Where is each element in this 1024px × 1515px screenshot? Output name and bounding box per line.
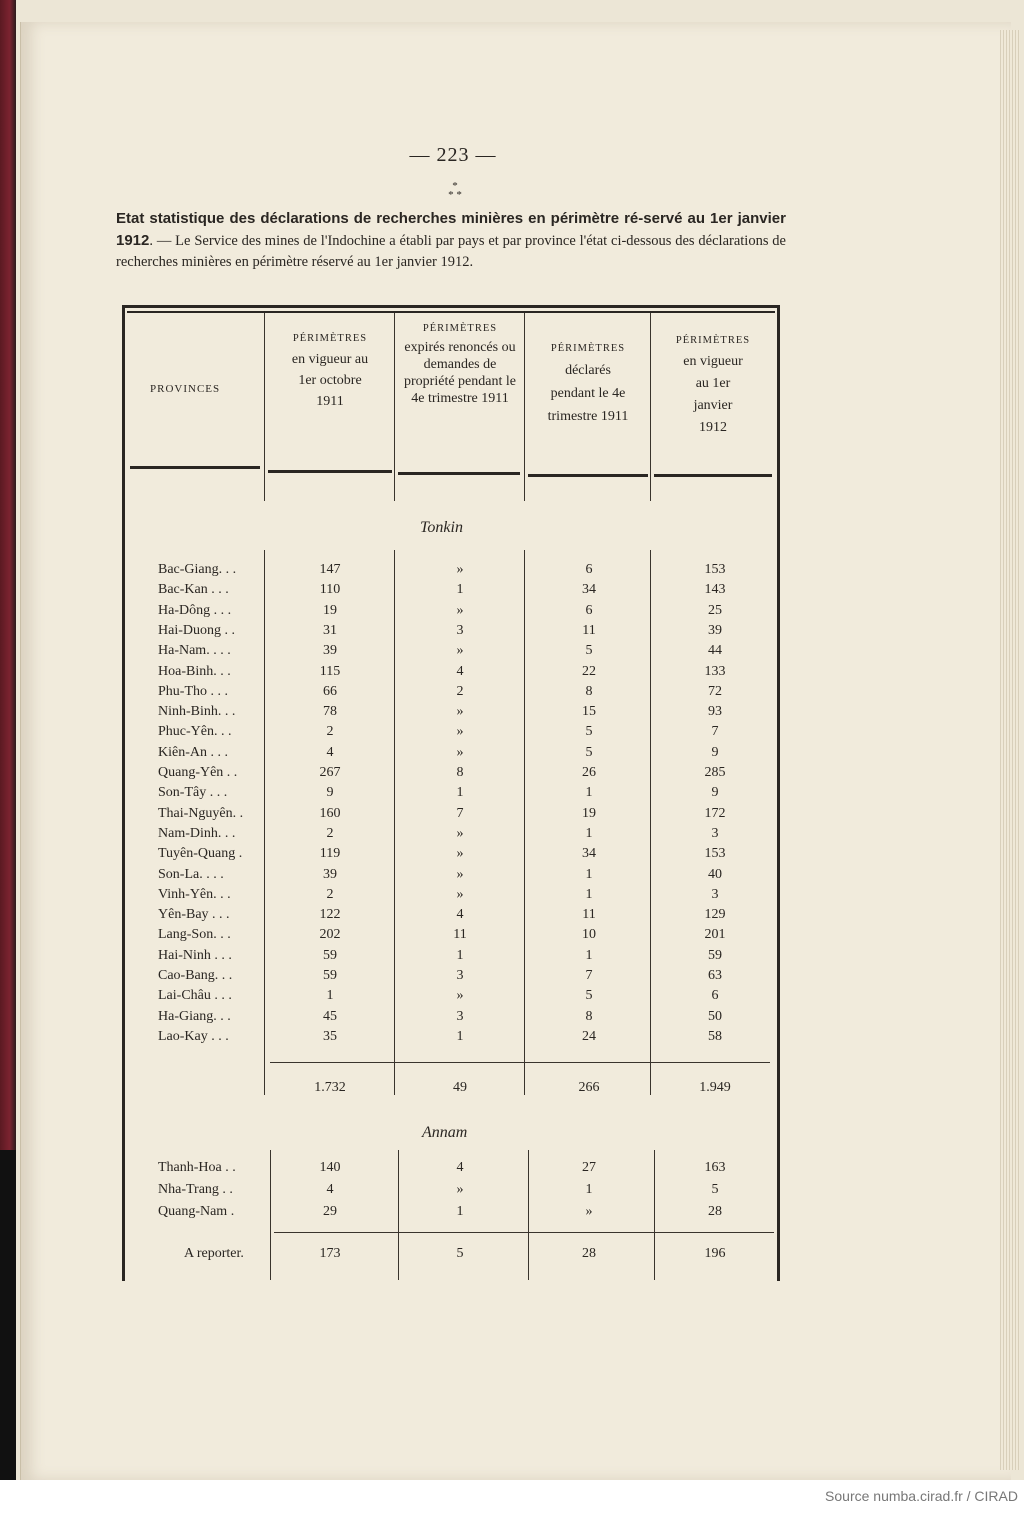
cell-value: 10 xyxy=(582,927,596,943)
cell-value: 35 xyxy=(323,1028,337,1044)
cell-value: 9 xyxy=(326,785,334,801)
cell-value: 31 xyxy=(323,622,337,638)
cell-value: 19 xyxy=(323,602,337,618)
cell-value: 45 xyxy=(323,1008,337,1024)
cell-value: » xyxy=(456,846,464,862)
cell-value: » xyxy=(456,744,464,760)
total-rule xyxy=(274,1232,774,1233)
section-stars: * * * xyxy=(448,180,462,201)
province-name: Phuc-Yên. . . xyxy=(158,724,232,740)
cell-value: 24 xyxy=(582,1028,596,1044)
cell-value: 6 xyxy=(711,988,719,1004)
cell-value: 1 xyxy=(456,582,464,598)
cell-value: 119 xyxy=(319,846,341,862)
cell-value: 143 xyxy=(704,582,726,598)
cell-value: 72 xyxy=(708,683,722,699)
cell-value: 93 xyxy=(708,704,722,720)
cell-value: 163 xyxy=(704,1160,726,1175)
cell-value: 3 xyxy=(456,968,464,983)
cell-value: 2 xyxy=(326,724,334,740)
province-name: Thanh-Hoa . . xyxy=(158,1160,236,1175)
cell-value: 4 xyxy=(326,744,334,760)
cell-value: 3 xyxy=(711,886,719,902)
province-name: Yên-Bay . . . xyxy=(158,907,230,923)
cell-value: 7 xyxy=(585,968,593,983)
cell-value: 8 xyxy=(585,683,593,699)
cell-value: » xyxy=(585,1204,593,1219)
cell-value: 4 xyxy=(456,663,464,679)
province-name: Kiên-An . . . xyxy=(158,744,228,760)
cell-value: 4 xyxy=(326,1182,334,1197)
cell-value: 4 xyxy=(456,907,464,923)
cell-value: 196 xyxy=(704,1246,726,1261)
cell-value: 3 xyxy=(456,1008,464,1024)
cell-value: 115 xyxy=(319,663,341,679)
cell-value: 7 xyxy=(711,724,719,740)
cell-value: 153 xyxy=(704,562,726,577)
header-col2-text: expirés renoncés ou demandes de propriété pendant le 4e trimestre 1911 xyxy=(404,340,516,406)
cell-value: » xyxy=(456,1182,464,1197)
header-col1-text: en vigueur au 1er octobre 1911 xyxy=(291,352,369,409)
col-rule xyxy=(654,1150,655,1280)
col-rule xyxy=(650,313,651,501)
cell-value: 49 xyxy=(453,1080,467,1095)
cell-value: 15 xyxy=(582,704,596,720)
cell-value: 1 xyxy=(585,785,593,801)
cell-value: » xyxy=(456,866,464,882)
section-title-tonkin: Tonkin xyxy=(420,519,463,536)
cell-value: 1 xyxy=(585,866,593,882)
cell-value: 173 xyxy=(319,1246,341,1261)
cell-value: 5 xyxy=(585,988,593,1004)
cell-value: 1 xyxy=(456,1028,464,1044)
cell-value: 5 xyxy=(585,724,593,740)
cell-value: » xyxy=(456,724,464,740)
header-col1-cap: PÉRIMÈTRES xyxy=(292,333,368,344)
source-credit: Source numba.cirad.fr / CIRAD xyxy=(825,1488,1018,1504)
cell-value: 6 xyxy=(585,602,593,618)
province-name: Nha-Trang . . xyxy=(158,1182,233,1197)
cell-value: 6 xyxy=(585,562,593,577)
cell-value: 267 xyxy=(319,765,341,780)
cell-value: 160 xyxy=(319,805,341,821)
cell-value: » xyxy=(456,704,464,720)
province-name: Quang-Nam . xyxy=(158,1204,235,1219)
cell-value: 2 xyxy=(326,825,334,841)
cell-value: 4 xyxy=(456,1160,464,1175)
cell-value: » xyxy=(456,562,464,577)
cell-value: 19 xyxy=(582,805,596,821)
header-col4-cap: PÉRIMÈTRES xyxy=(675,335,751,346)
province-name: Bac-Kan . . . xyxy=(158,582,229,598)
cell-value: 22 xyxy=(582,663,596,679)
cell-value: 8 xyxy=(585,1008,593,1024)
cell-value: 34 xyxy=(582,582,596,598)
cell-value: 153 xyxy=(704,846,726,862)
province-name: Hoa-Binh. . . xyxy=(158,663,231,679)
header-rule xyxy=(268,470,392,473)
province-name: Hai-Duong . . xyxy=(158,622,235,638)
cell-value: 110 xyxy=(319,582,341,598)
cell-value: 285 xyxy=(704,765,726,780)
cell-value: 1.949 xyxy=(699,1080,731,1095)
header-col3-cap: PÉRIMÈTRES xyxy=(550,343,626,354)
header-provinces: PROVINCES xyxy=(150,383,221,395)
province-name: Ha-Nam. . . . xyxy=(158,643,231,659)
cell-value: 172 xyxy=(704,805,726,821)
intro-body: . — Le Service des mines de l'Indochine a établi par pays et par province l'état ci-dessous des déclarations de recherches minières en périmètre réservé au 1er janvier 1912. xyxy=(116,233,786,270)
col-rule xyxy=(264,313,265,501)
province-name: Nam-Dinh. . . xyxy=(158,825,236,841)
cell-value: 1.732 xyxy=(314,1080,346,1095)
cell-value: 3 xyxy=(711,825,719,841)
cell-value: 140 xyxy=(319,1160,341,1175)
cell-value: 9 xyxy=(711,744,719,760)
cell-value: 66 xyxy=(323,683,337,699)
province-name: Lao-Kay . . . xyxy=(158,1028,229,1044)
cell-value: 40 xyxy=(708,866,722,882)
province-name: Bac-Giang. . . xyxy=(158,562,237,577)
cell-value: 3 xyxy=(456,622,464,638)
cell-value: » xyxy=(456,988,464,1004)
cell-value: 1 xyxy=(585,947,593,963)
cell-value: 44 xyxy=(708,643,722,659)
cell-value: 7 xyxy=(456,805,464,821)
province-name: Ha-Dông . . . xyxy=(158,602,232,618)
province-name: Lang-Son. . . xyxy=(158,927,231,943)
cell-value: 11 xyxy=(453,927,467,943)
cell-value: 5 xyxy=(585,744,593,760)
cell-value: » xyxy=(456,643,464,659)
cell-value: » xyxy=(456,825,464,841)
cell-value: 28 xyxy=(708,1204,722,1219)
header-rule xyxy=(654,474,772,477)
province-name: Lai-Châu . . . xyxy=(158,988,232,1004)
col-rule xyxy=(650,550,651,1095)
cell-value: 5 xyxy=(585,643,593,659)
cell-value: 59 xyxy=(708,947,722,963)
cell-value: 5 xyxy=(711,1182,719,1197)
cell-value: 1 xyxy=(585,886,593,902)
province-name: Phu-Tho . . . xyxy=(158,683,228,699)
cell-value: 39 xyxy=(708,622,722,638)
cell-value: 59 xyxy=(323,968,337,983)
total-rule xyxy=(270,1062,770,1063)
header-col1 xyxy=(268,328,392,412)
intro-title: Etat statistique des déclarations de recherches minières en périmètre ré-servé au 1er janvier 1912 xyxy=(116,210,786,249)
cell-value: 78 xyxy=(323,704,337,720)
province-name: Hai-Ninh . . . xyxy=(158,947,232,963)
cell-value: 201 xyxy=(704,927,726,943)
intro-paragraph xyxy=(116,208,786,273)
cell-value: 39 xyxy=(323,866,337,882)
cell-value: 1 xyxy=(585,1182,593,1197)
col-rule xyxy=(394,550,395,1095)
header-col2-cap: PÉRIMÈTRES xyxy=(422,323,498,334)
cell-value: 29 xyxy=(323,1204,337,1219)
binding-shadow xyxy=(0,1150,16,1480)
cell-value: 122 xyxy=(319,907,341,923)
cell-value: 1 xyxy=(326,988,334,1004)
cell-value: 2 xyxy=(326,886,334,902)
province-name: Ninh-Binh. . . xyxy=(158,704,236,720)
province-name: Cao-Bang. . . xyxy=(158,968,233,983)
cell-value: 59 xyxy=(323,947,337,963)
cell-value: 129 xyxy=(704,907,726,923)
cell-value: 25 xyxy=(708,602,722,618)
header-col4 xyxy=(654,330,772,439)
cell-value: » xyxy=(456,886,464,902)
cell-value: 63 xyxy=(708,968,722,983)
header-rule xyxy=(528,474,648,477)
cell-value: 2 xyxy=(456,683,464,699)
province-name: Tuyên-Quang . xyxy=(158,846,243,862)
cell-value: 28 xyxy=(582,1246,596,1261)
cell-value: 1 xyxy=(456,947,464,963)
header-rule xyxy=(398,472,520,475)
cell-value: 1 xyxy=(456,785,464,801)
section-title-annam: Annam xyxy=(422,1124,468,1141)
col-rule xyxy=(524,313,525,501)
page-edges xyxy=(1000,30,1020,1470)
cell-value: 11 xyxy=(582,907,596,923)
cell-value: 27 xyxy=(582,1160,596,1175)
cell-value: 1 xyxy=(456,1204,464,1219)
cell-value: 202 xyxy=(319,927,341,943)
province-name: Vinh-Yên. . . xyxy=(158,886,231,902)
province-name: A reporter. xyxy=(184,1246,244,1261)
cell-value: 50 xyxy=(708,1008,722,1024)
cell-value: 26 xyxy=(582,765,596,780)
page-number: — 223 — xyxy=(409,144,497,166)
header-col3-text: déclarés pendant le 4e trimestre 1911 xyxy=(547,363,629,424)
province-name: Quang-Yên . . xyxy=(158,765,238,780)
cell-value: 1 xyxy=(585,825,593,841)
cell-value: 58 xyxy=(708,1028,722,1044)
cell-value: 266 xyxy=(578,1080,600,1095)
province-name: Son-La. . . . xyxy=(158,866,224,882)
province-name: Thai-Nguyên. . xyxy=(158,805,244,821)
cell-value: » xyxy=(456,602,464,618)
cell-value: 9 xyxy=(711,785,719,801)
cell-value: 34 xyxy=(582,846,596,862)
header-col3 xyxy=(528,338,648,428)
province-name: Son-Tây . . . xyxy=(158,785,228,801)
cell-value: 133 xyxy=(704,663,726,679)
province-name: Ha-Giang. . . xyxy=(158,1008,231,1024)
cell-value: 5 xyxy=(456,1246,464,1261)
cell-value: 39 xyxy=(323,643,337,659)
cell-value: 147 xyxy=(319,562,341,577)
col-rule xyxy=(524,550,525,1095)
cell-value: 8 xyxy=(456,765,464,780)
header-rule xyxy=(130,466,260,469)
col-rule xyxy=(394,313,395,501)
table-top-rule xyxy=(127,311,775,313)
cell-value: 11 xyxy=(582,622,596,638)
header-col4-text: en vigueur au 1er janvier 1912 xyxy=(683,354,743,435)
header-col2 xyxy=(398,318,522,407)
